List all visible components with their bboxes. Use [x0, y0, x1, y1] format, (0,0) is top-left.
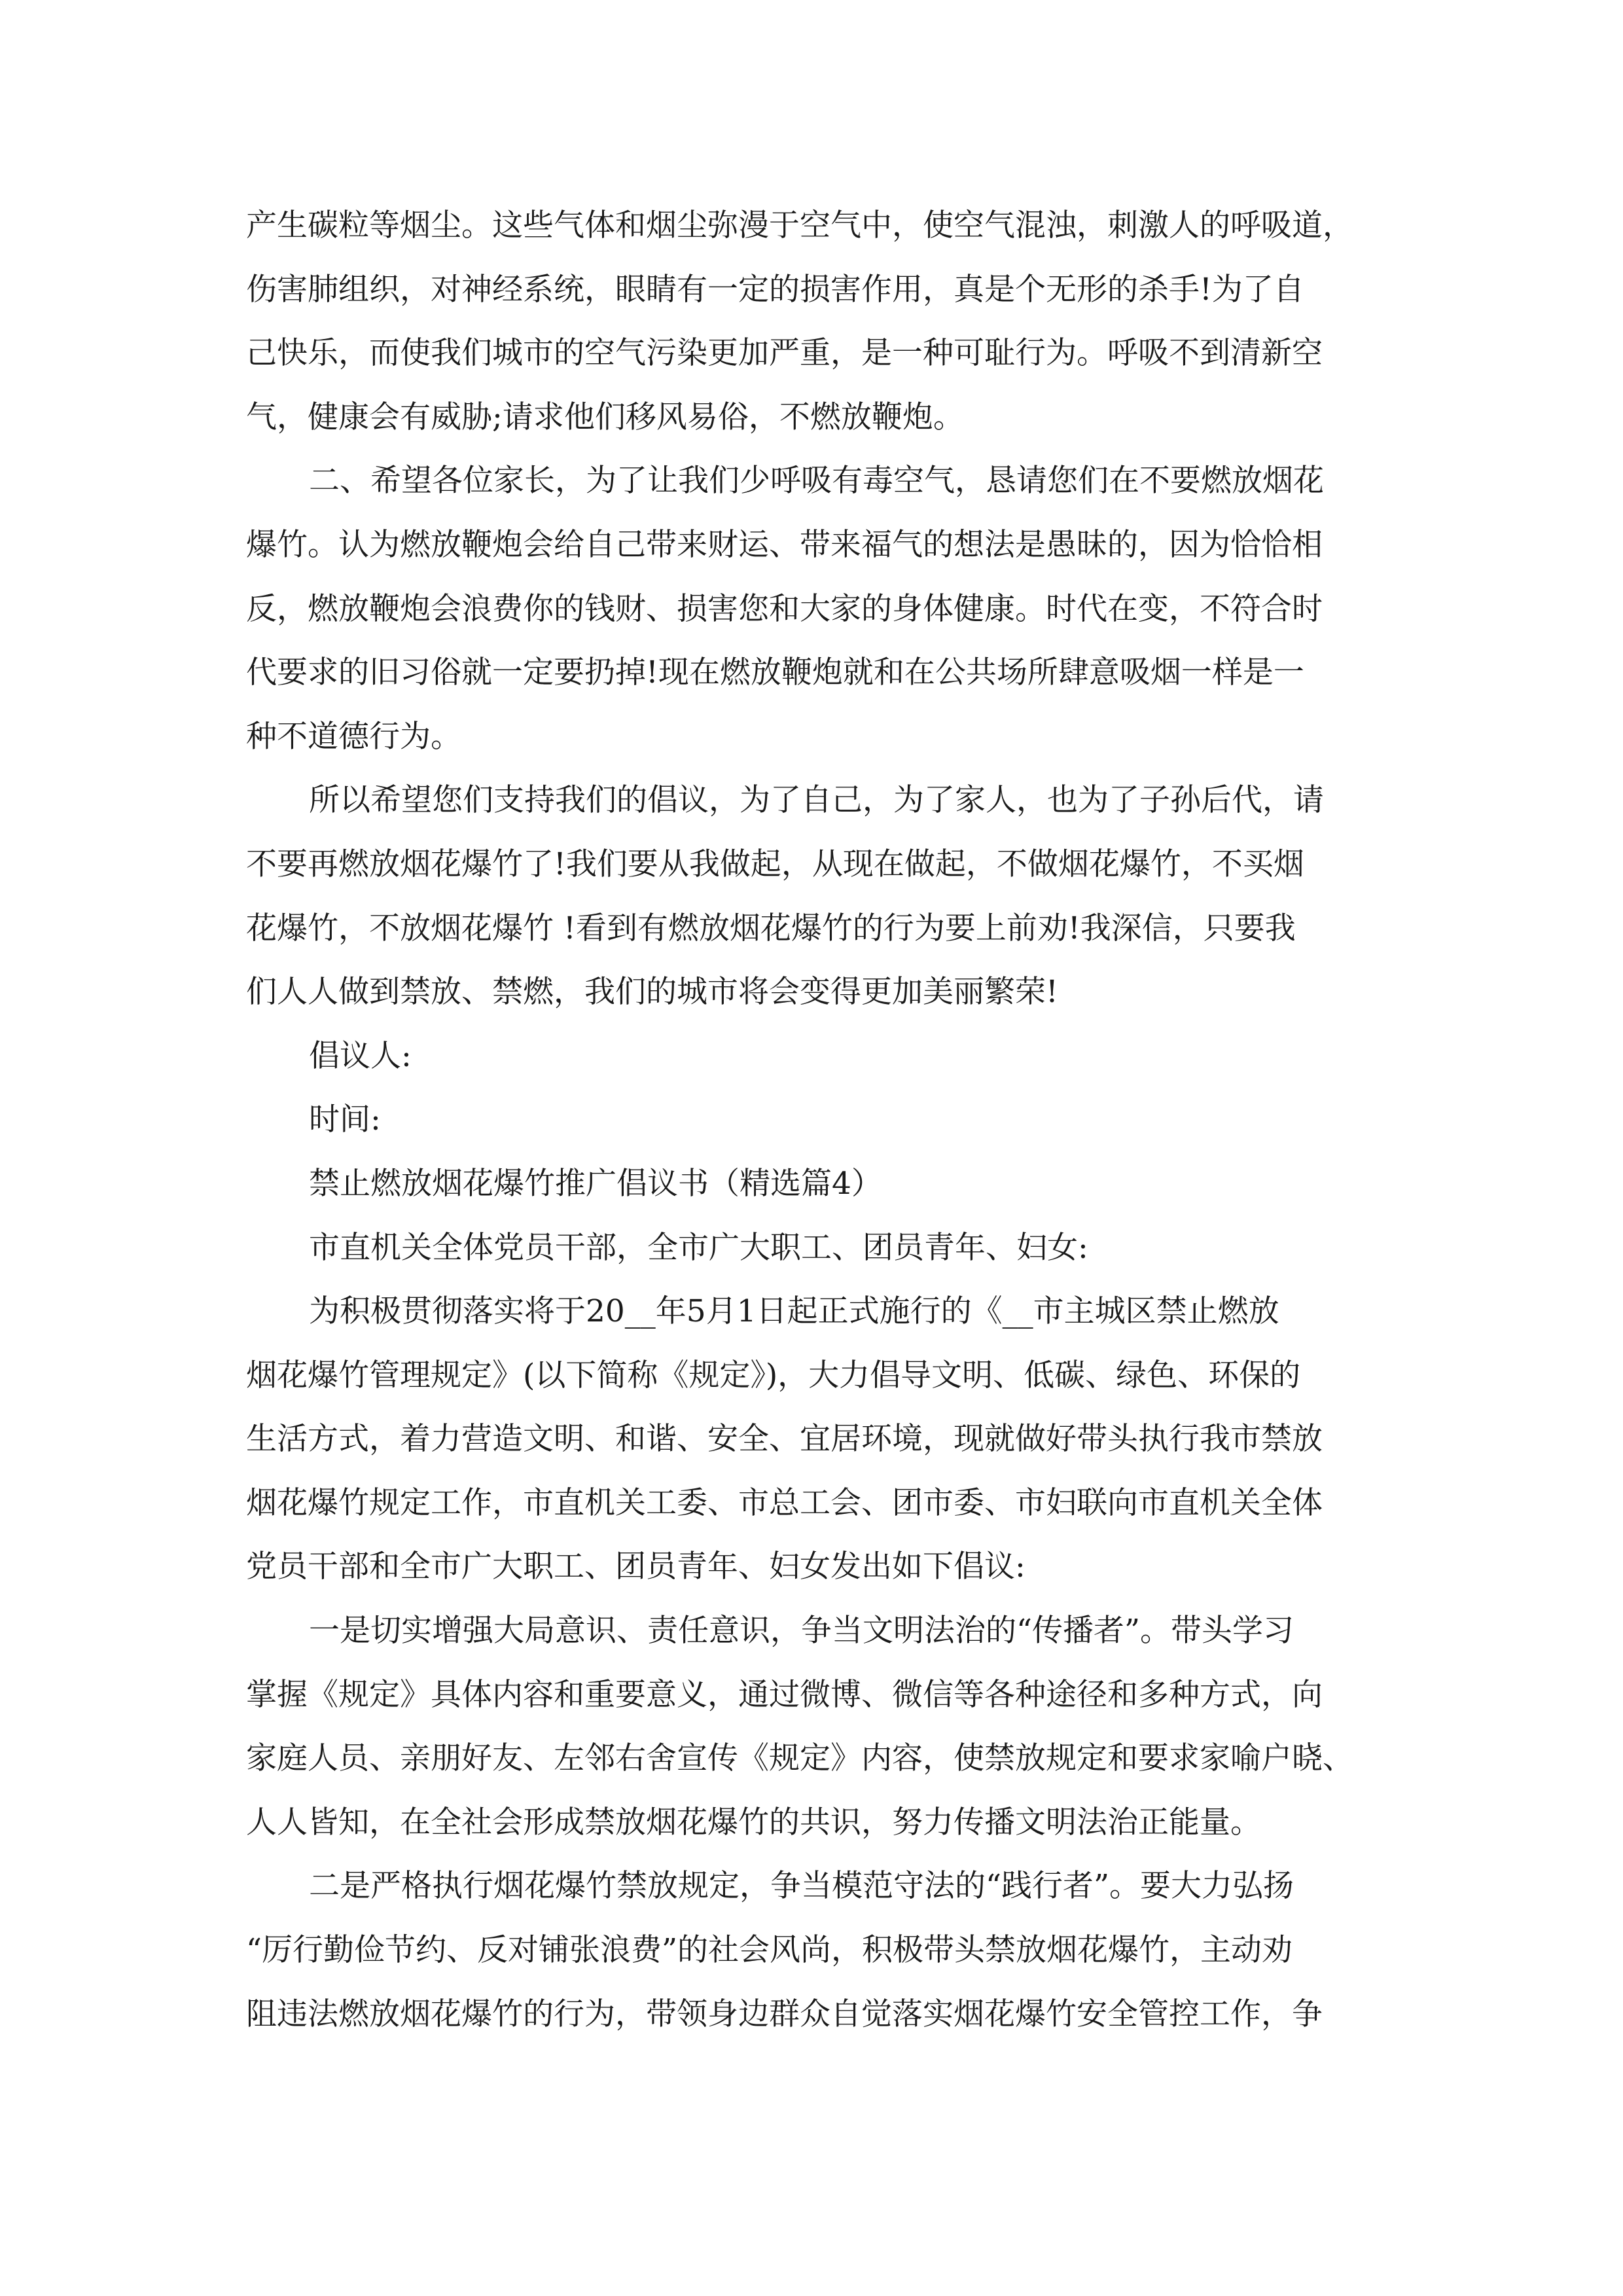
section-title: 禁止燃放烟花爆竹推广倡议书（精选篇4） [309, 1165, 882, 1202]
paragraph: 一是切实增强大局意识、责任意识，争当文明法治的“传播者”。带头学习 掌握《规定》具体内容和重要意义，通过微博、微信等各种途径和多种方式，向 家庭人员、亲朋好友、左邻右舍宣传《规定》内容，使禁放规定和要求家喻户晓、 人人皆知，在全社会形成禁放烟花爆竹的共识，努力传播文明法治正能量。 [246, 1613, 1353, 1840]
paragraph: 二、希望各位家长，为了让我们少呼吸有毒空气，恳请您们在不要燃放烟花 爆竹。认为燃放鞭炮会给自己带来财运、带来福气的想法是愚昧的，因为恰恰相 反，燃放鞭炮会浪费你的钱财、损害您和大家的身体健康。时代在变，不符合时 代要求的旧习俗就一定要扔掉!现在燃放鞭炮就和在公共场所肆意吸烟一样是一 种不道德行为。 [246, 463, 1324, 755]
salutation: 市直机关全体党员干部，全市广大职工、团员青年、妇女: [309, 1229, 1088, 1266]
paragraph: 二是严格执行烟花爆竹禁放规定，争当模范守法的“践行者”。要大力弘扬 “厉行勤俭节约、反对铺张浪费”的社会风尚，积极带头禁放烟花爆竹，主动劝 阻违法燃放烟花爆竹的行为，带领身边群众自觉落实烟花爆竹安全管控工作，争 [246, 1868, 1323, 2032]
paragraph: 为积极贯彻落实将于20__年5月1日起正式施行的《__市主城区禁止燃放 烟花爆竹管理规定》(以下简称《规定》)，大力倡导文明、低碳、绿色、环保的 生活方式，着力营造文明、和谐、安全、宜居环境，现就做好带头执行我市禁放 烟花爆竹规定工作，市直机关工委、市总工会、团市委、市妇联向市直机关全体 党员干部和全市广大职工、团员青年、妇女发出如下倡议: [246, 1293, 1323, 1585]
document-body [246, 194, 1424, 2046]
paragraph: 所以希望您们支持我们的倡议，为了自己，为了家人，也为了子孙后代，请 不要再燃放烟花爆竹了!我们要从我做起，从现在做起，不做烟花爆竹，不买烟 花爆竹，不放烟花爆竹 !看到有燃放烟花爆竹的行为要上前劝!我深信，只要我 们人人做到禁放、禁燃，我们的城市将会变得更加美丽繁荣! [246, 782, 1324, 1011]
paragraph: 产生碳粒等烟尘。这些气体和烟尘弥漫于空气中，使空气混浊，刺激人的呼吸道， 伤害肺组织，对神经系统，眼睛有一定的损害作用，真是个无形的杀手!为了自 己快乐，而使我们城市的空气污染更加严重，是一种可耻行为。呼吸不到清新空 气，健康会有威胁;请求他们移风易俗，不燃放鞭炮。 [246, 207, 1353, 435]
signatory-label: 倡议人: [309, 1037, 412, 1074]
date-label: 时间: [309, 1102, 381, 1138]
